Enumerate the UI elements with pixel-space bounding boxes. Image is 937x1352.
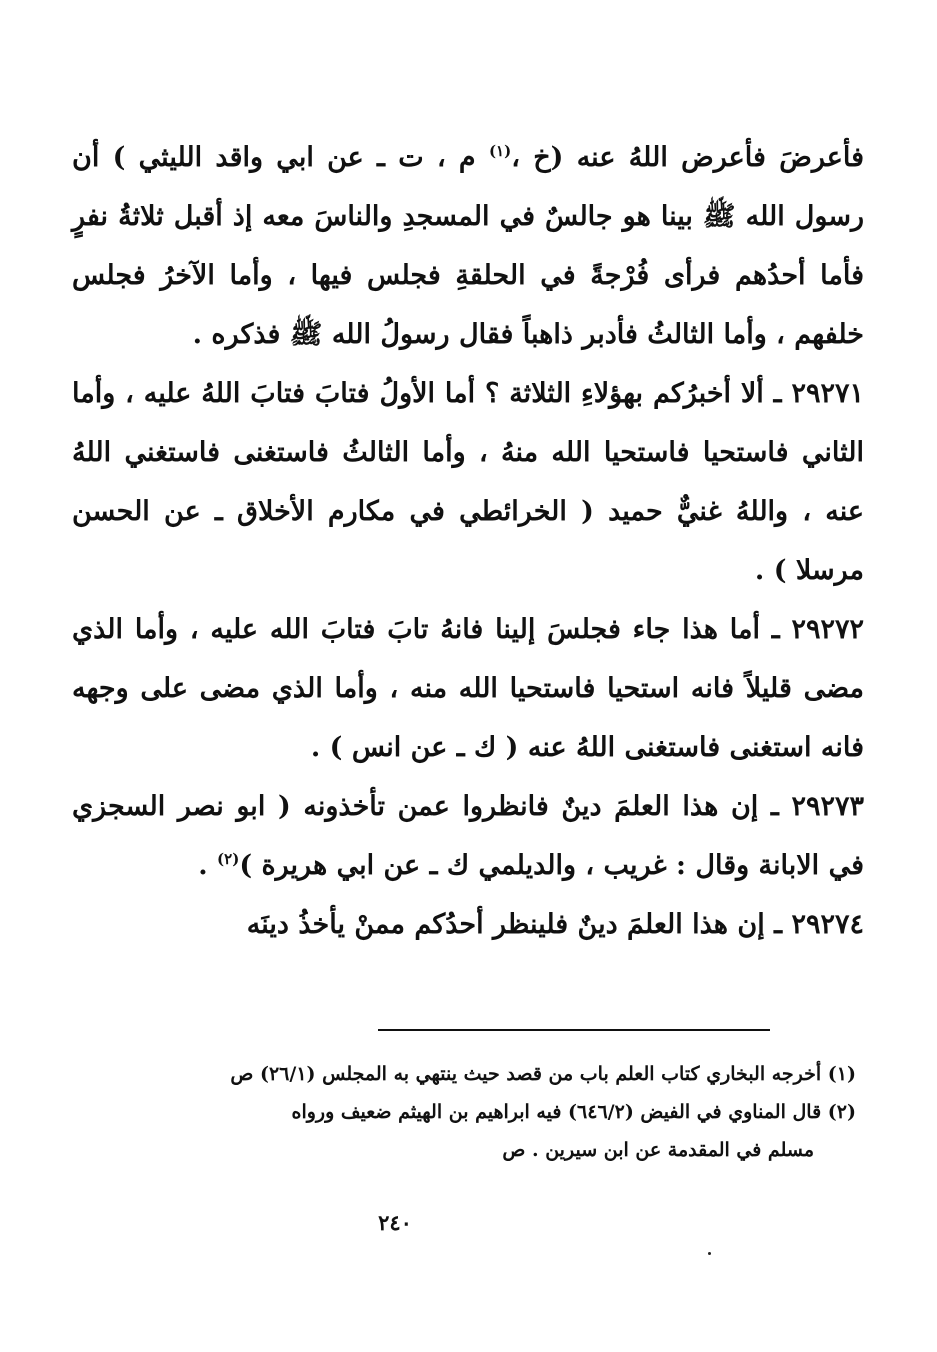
hadith-text: ـ إن هذا العلمَ دينٌ فلينظر أحدُكم ممنْ يأخذُ دينَه: [246, 909, 783, 940]
main-text: [72, 128, 864, 954]
hadith-text: ـ ألا أخبرُكم بهؤلاءِ الثلاثة ؟ أما الأولُ فتابَ فتابَ اللهُ عليه ، وأما الثاني فاستحيا فاستحيا الله منهُ ، وأما الثالثُ فاستغنى فاستغني اللهُ عنه ، واللهُ غنيٌّ حميد ( الخرائطي في مكارم الأخلاق ـ عن الحسن مرسلا ) .: [72, 378, 864, 586]
hadith-text: ـ إن هذا العلمَ دينٌ فانظروا عمن تأخذونه ( ابو نصر السجزي في الابانة وقال : غريب ، والديلمي ك ـ عن ابي هريرة ): [72, 791, 864, 881]
footnote-ref-2: (٢): [217, 850, 240, 868]
hadith-number: ٢٩٢٧٣: [791, 791, 864, 822]
text-segment: فأعرضَ فأعرض اللهُ عنه (خ ،: [511, 142, 864, 173]
hadith-text-end: .: [198, 850, 218, 881]
hadith-29272: [72, 600, 864, 777]
footnote-divider: [378, 1029, 770, 1031]
footnote-ref-1: (١): [488, 142, 512, 160]
footnote-2: (٢) قال المناوي في الفيض (٦٤٦/٢) فيه ابراهيم بن الهيثم ضعيف ورواه: [291, 1101, 856, 1123]
hadith-29273: [72, 777, 864, 895]
paragraph-continuation: [72, 128, 864, 364]
footnotes: [72, 1055, 856, 1169]
footnote-1: (١) أخرجه البخاري كتاب العلم باب من قصد حيث ينتهي به المجلس (٢٦/١) ص: [230, 1063, 856, 1085]
hadith-number: ٢٩٢٧٢: [791, 614, 864, 645]
hadith-29271: [72, 364, 864, 600]
hadith-number: ٢٩٢٧١: [791, 378, 864, 409]
hadith-29274: [72, 895, 864, 954]
hadith-number: ٢٩٢٧٤: [791, 909, 864, 940]
scan-speck: [708, 1252, 711, 1255]
hadith-text: ـ أما هذا جاء فجلسَ إلينا فانهُ تابَ فتابَ الله عليه ، وأما الذي مضى قليلاً فانه استحيا فاستحيا الله منه ، وأما الذي مضى على وجهه فانه استغنى فاستغنى اللهُ عنه ( ك ـ عن انس ) .: [72, 614, 864, 763]
footnote-2-continued: مسلم في المقدمة عن ابن سيرين . ص: [502, 1139, 814, 1161]
text-segment: م ، ت ـ عن ابي واقد الليثي ) أن رسول الله ﷺ بينا هو جالسٌ في المسجدِ والناسَ معه إذ أقبل ثلاثةُ نفرٍ فأما أحدُهم فرأى فُرْجةً في الحلقةِ فجلس فيها ، وأما الآخرُ فجلس خلفهم ، وأما الثالثُ فأدبر ذاهباً فقال رسولُ الله ﷺ فذكره .: [72, 142, 864, 350]
page-number: ٢٤٠: [378, 1210, 412, 1235]
